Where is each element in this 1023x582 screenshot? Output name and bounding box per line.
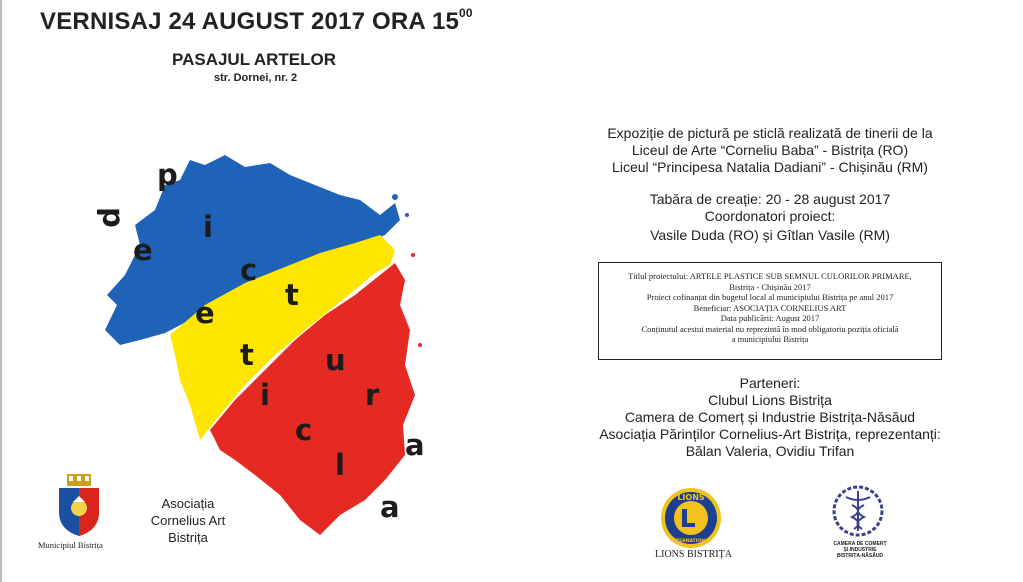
info-line: Bistrița - Chișinău 2017 (729, 281, 811, 292)
art-letter: t (240, 338, 254, 372)
vernisaj-title: VERNISAJ 24 AUGUST 2017 ORA $15^{00}$ (40, 6, 473, 35)
venue-address: str. Dornei, nr. 2 (214, 72, 298, 84)
art-letter: a (405, 428, 425, 462)
page-border (0, 0, 2, 582)
art-letter: e (195, 296, 215, 330)
art-letter: l (335, 448, 345, 482)
art-letter: t (285, 278, 299, 312)
art-letter: i (203, 210, 213, 244)
art-letter: p (96, 207, 130, 228)
info-line: a municipiului Bistrița (731, 334, 809, 344)
art-letter: a (380, 490, 400, 524)
partners-block (575, 375, 965, 460)
description-line: Liceul “Principesa Natalia Dadiani” - Chișinău (RM) (612, 159, 928, 175)
coordinators-names: Vasile Duda (RO) și Gîtlan Vasile (RM) (650, 227, 890, 243)
description-line: Liceul de Arte “Corneliu Baba” - Bistrița (RO) (631, 142, 909, 158)
info-line: Data publicării: August 2017 (720, 313, 820, 323)
partner-item: Clubul Lions Bistrița (708, 392, 832, 408)
coordinators-label: Coordonatori proiect: (704, 208, 836, 224)
lions-label: LIONS BISTRIȚA (655, 549, 732, 560)
art-letter: i (260, 378, 270, 412)
lions-ring-top: LIONS (677, 493, 705, 502)
art-letter: p (157, 158, 178, 192)
venue-name: PASAJUL ARTELOR (172, 50, 337, 69)
partner-item: Bălan Valeria, Ovidiu Trifan (685, 443, 855, 459)
project-info-box (598, 262, 942, 360)
info-line: Titlul proiectului: ARTELE PLASTICE SUB SEMNUL CULORILOR PRIMARE, (628, 271, 912, 281)
info-line: Beneficiar: ASOCIAȚIA CORNELIUS ART (693, 302, 847, 313)
info-line: Proiect cofinanțat din bugetul local al municipiului Bistrița pe anul 2017 (646, 292, 894, 302)
art-letter: u (325, 343, 346, 377)
art-letter: e (133, 233, 153, 267)
partners-label: Parteneri: (739, 375, 801, 391)
info-line: Conținutul acestui material nu reprezintă în mod obligatoriu poziția oficială (641, 323, 899, 334)
chamber-of-commerce-logo (832, 483, 884, 539)
municipiu-label: Municipiul Bistrița (38, 540, 103, 550)
exhibition-description (575, 125, 965, 244)
description-line: Expoziție de pictură pe sticlă realizată de tinerii de la (607, 125, 933, 141)
art-letter: c (295, 413, 313, 447)
association-name: Asociația Cornelius Art Bistrița (150, 496, 226, 545)
camp-dates: Tabăra de creație: 20 - 28 august 2017 (649, 191, 891, 207)
chamber-label: CAMERA DE COMERȚ ȘI INDUSTRIE BISTRIȚA-NĂSĂUD (833, 541, 887, 559)
partner-item: Asociația Părinților Cornelius-Art Bistrița, reprezentanți: (599, 426, 941, 442)
time-superscript: 00 (459, 6, 473, 20)
tricolor-artwork (95, 155, 450, 540)
art-letter: r (365, 378, 380, 412)
lions-ring-bottom: INTERNATIONAL (670, 539, 712, 544)
partner-item: Camera de Comerț și Industrie Bistrița-Năsăud (624, 409, 916, 425)
lions-club-logo (660, 487, 722, 549)
bistrita-crest-logo (55, 472, 103, 538)
art-letter: c (240, 253, 258, 287)
